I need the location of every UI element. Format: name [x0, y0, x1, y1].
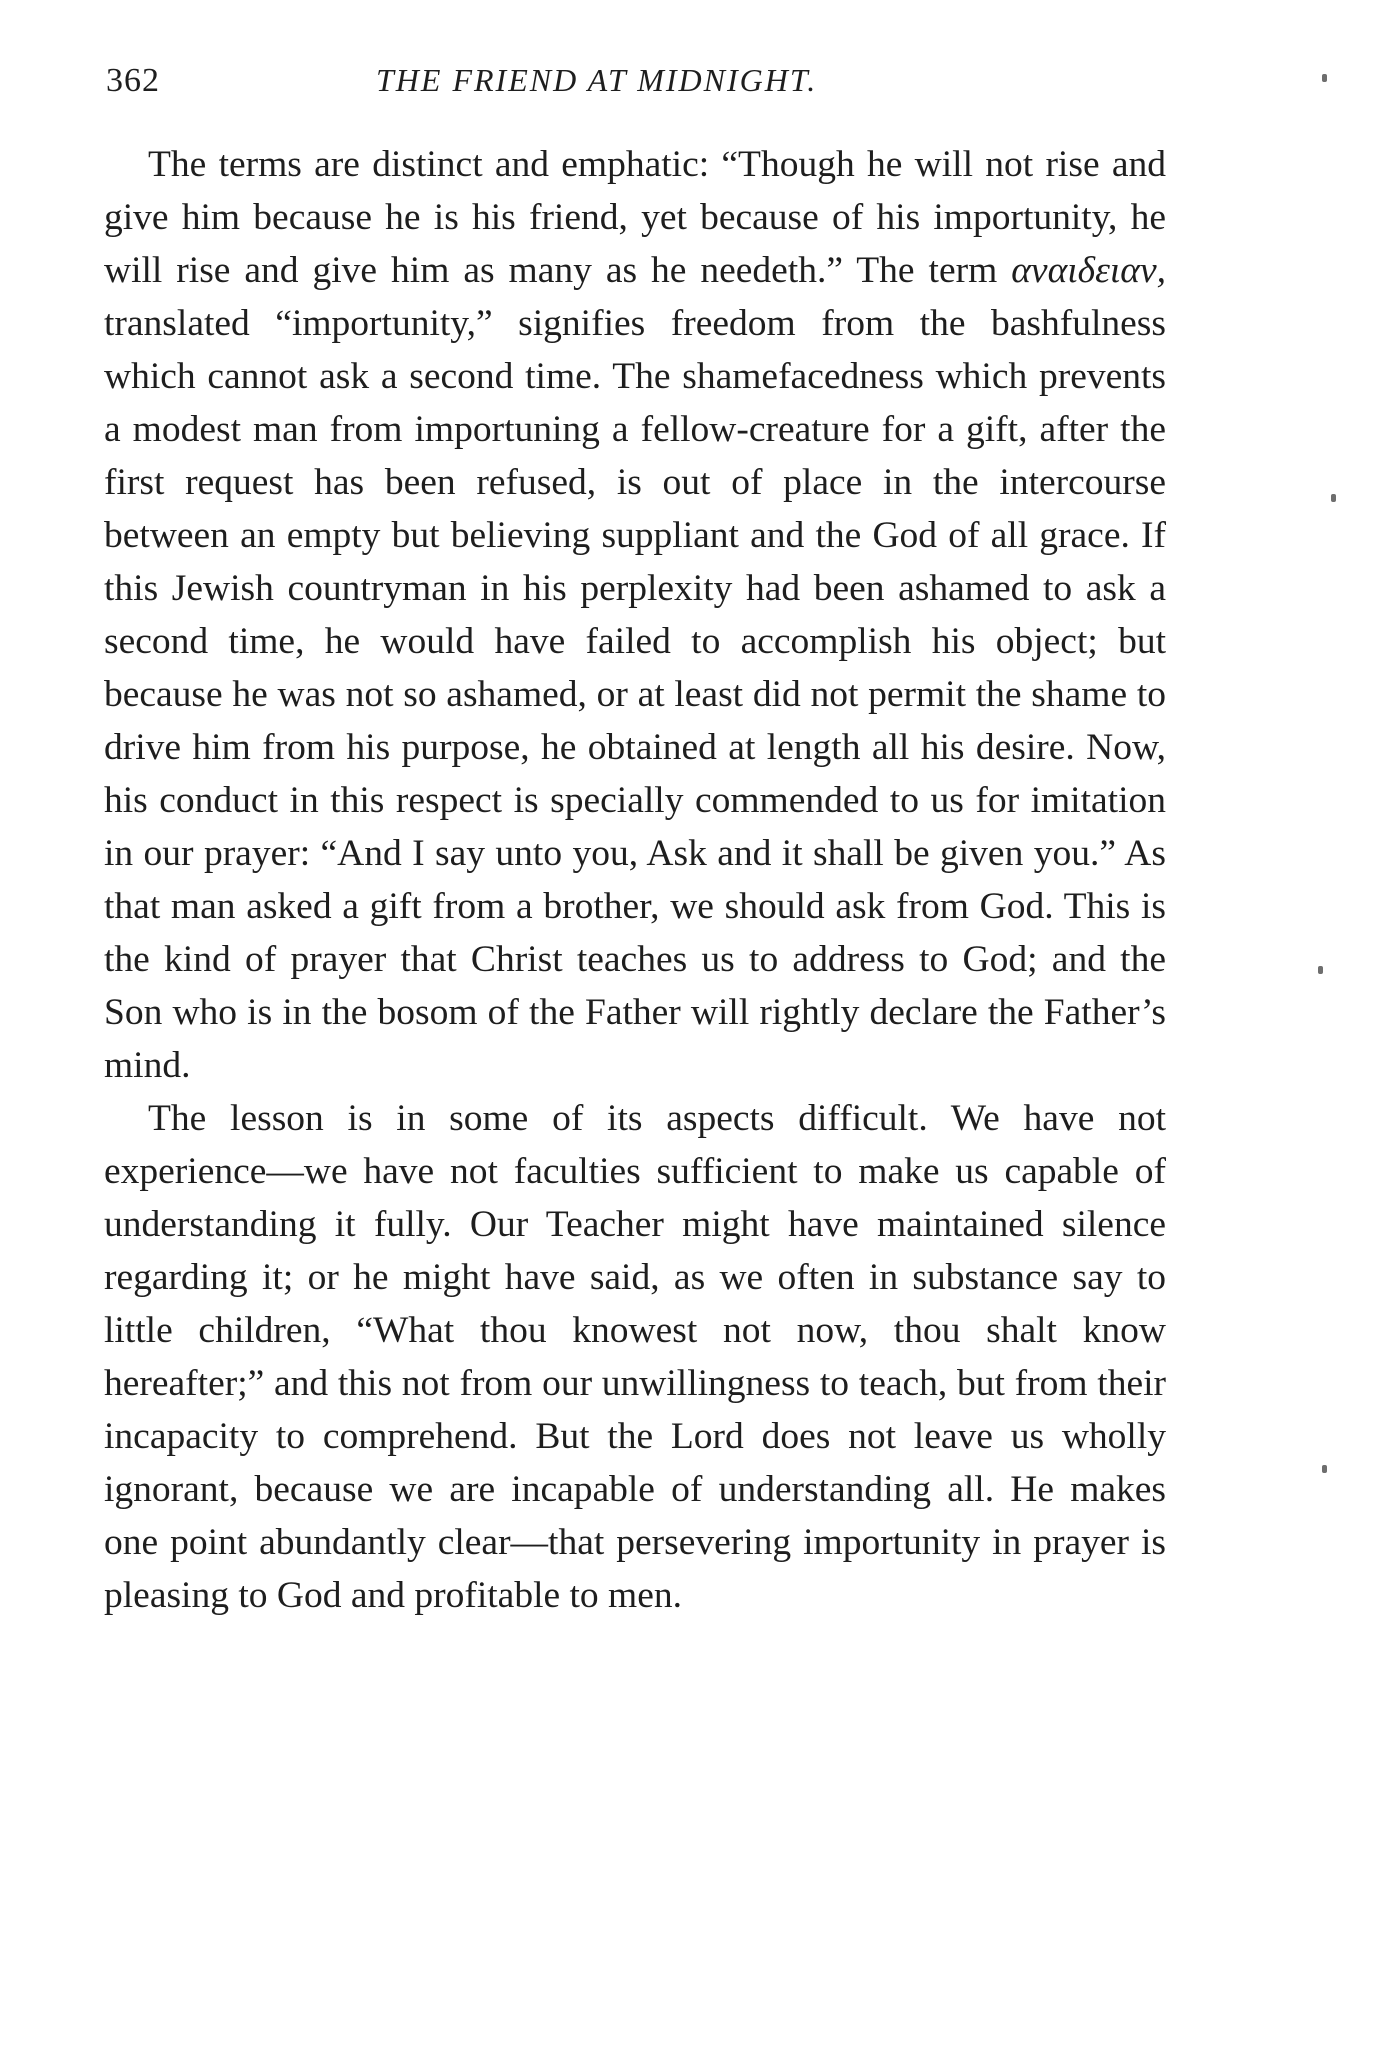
scan-speck — [1322, 74, 1327, 82]
paragraph-1-text-a: The terms are distinct and emphatic: “Though he will not rise and give him because he is his friend, yet because of his importunity, he will rise and give him as many as he needeth.” The term — [104, 144, 1166, 291]
running-head — [106, 62, 1166, 112]
body-text — [104, 138, 1166, 1622]
scan-speck — [1318, 966, 1323, 974]
scan-speck — [1331, 494, 1336, 502]
greek-word: αναιδειαν, — [1011, 250, 1166, 291]
page-number: 362 — [106, 62, 160, 99]
paragraph-1 — [104, 138, 1166, 1092]
running-title: THE FRIEND AT MIDNIGHT. — [376, 62, 818, 98]
paragraph-1-text-b: translated “importunity,” signifies freedom from the bashfulness which cannot ask a second time. The shamefacedness which prevents a modest man from importuning a fellow-creature for a gift, after the first request has been refused, is out of place in the intercourse between an empty but believing suppliant and the God of all grace. If this Jewish countryman in his perplexity had been ashamed to ask a second time, he would have failed to accomplish his object; but because he was not so ashamed, or at least did not permit the shame to drive him from his purpose, he obtained at length all his desire. Now, his conduct in this respect is specially commended to us for imitation in our prayer: “And I say unto you, Ask and it shall be given you.” As that man asked a gift from a brother, we should ask from God. This is the kind of prayer that Christ teaches us to address to God; and the Son who is in the bosom of the Father will rightly declare the Father’s mind. — [104, 303, 1166, 1086]
paragraph-2: The lesson is in some of its aspects difficult. We have not experience—we have not faculties sufficient to make us capable of understanding it fully. Our Teacher might have maintained silence regarding it; or he might have said, as we often in substance say to little children, “What thou knowest not now, thou shalt know hereafter;” and this not from our unwillingness to teach, but from their incapacity to comprehend. But the Lord does not leave us wholly ignorant, because we are incapable of understanding all. He makes one point abundantly clear—that persevering importunity in prayer is pleasing to God and profitable to men. — [104, 1098, 1166, 1616]
scan-speck — [1322, 1465, 1327, 1473]
